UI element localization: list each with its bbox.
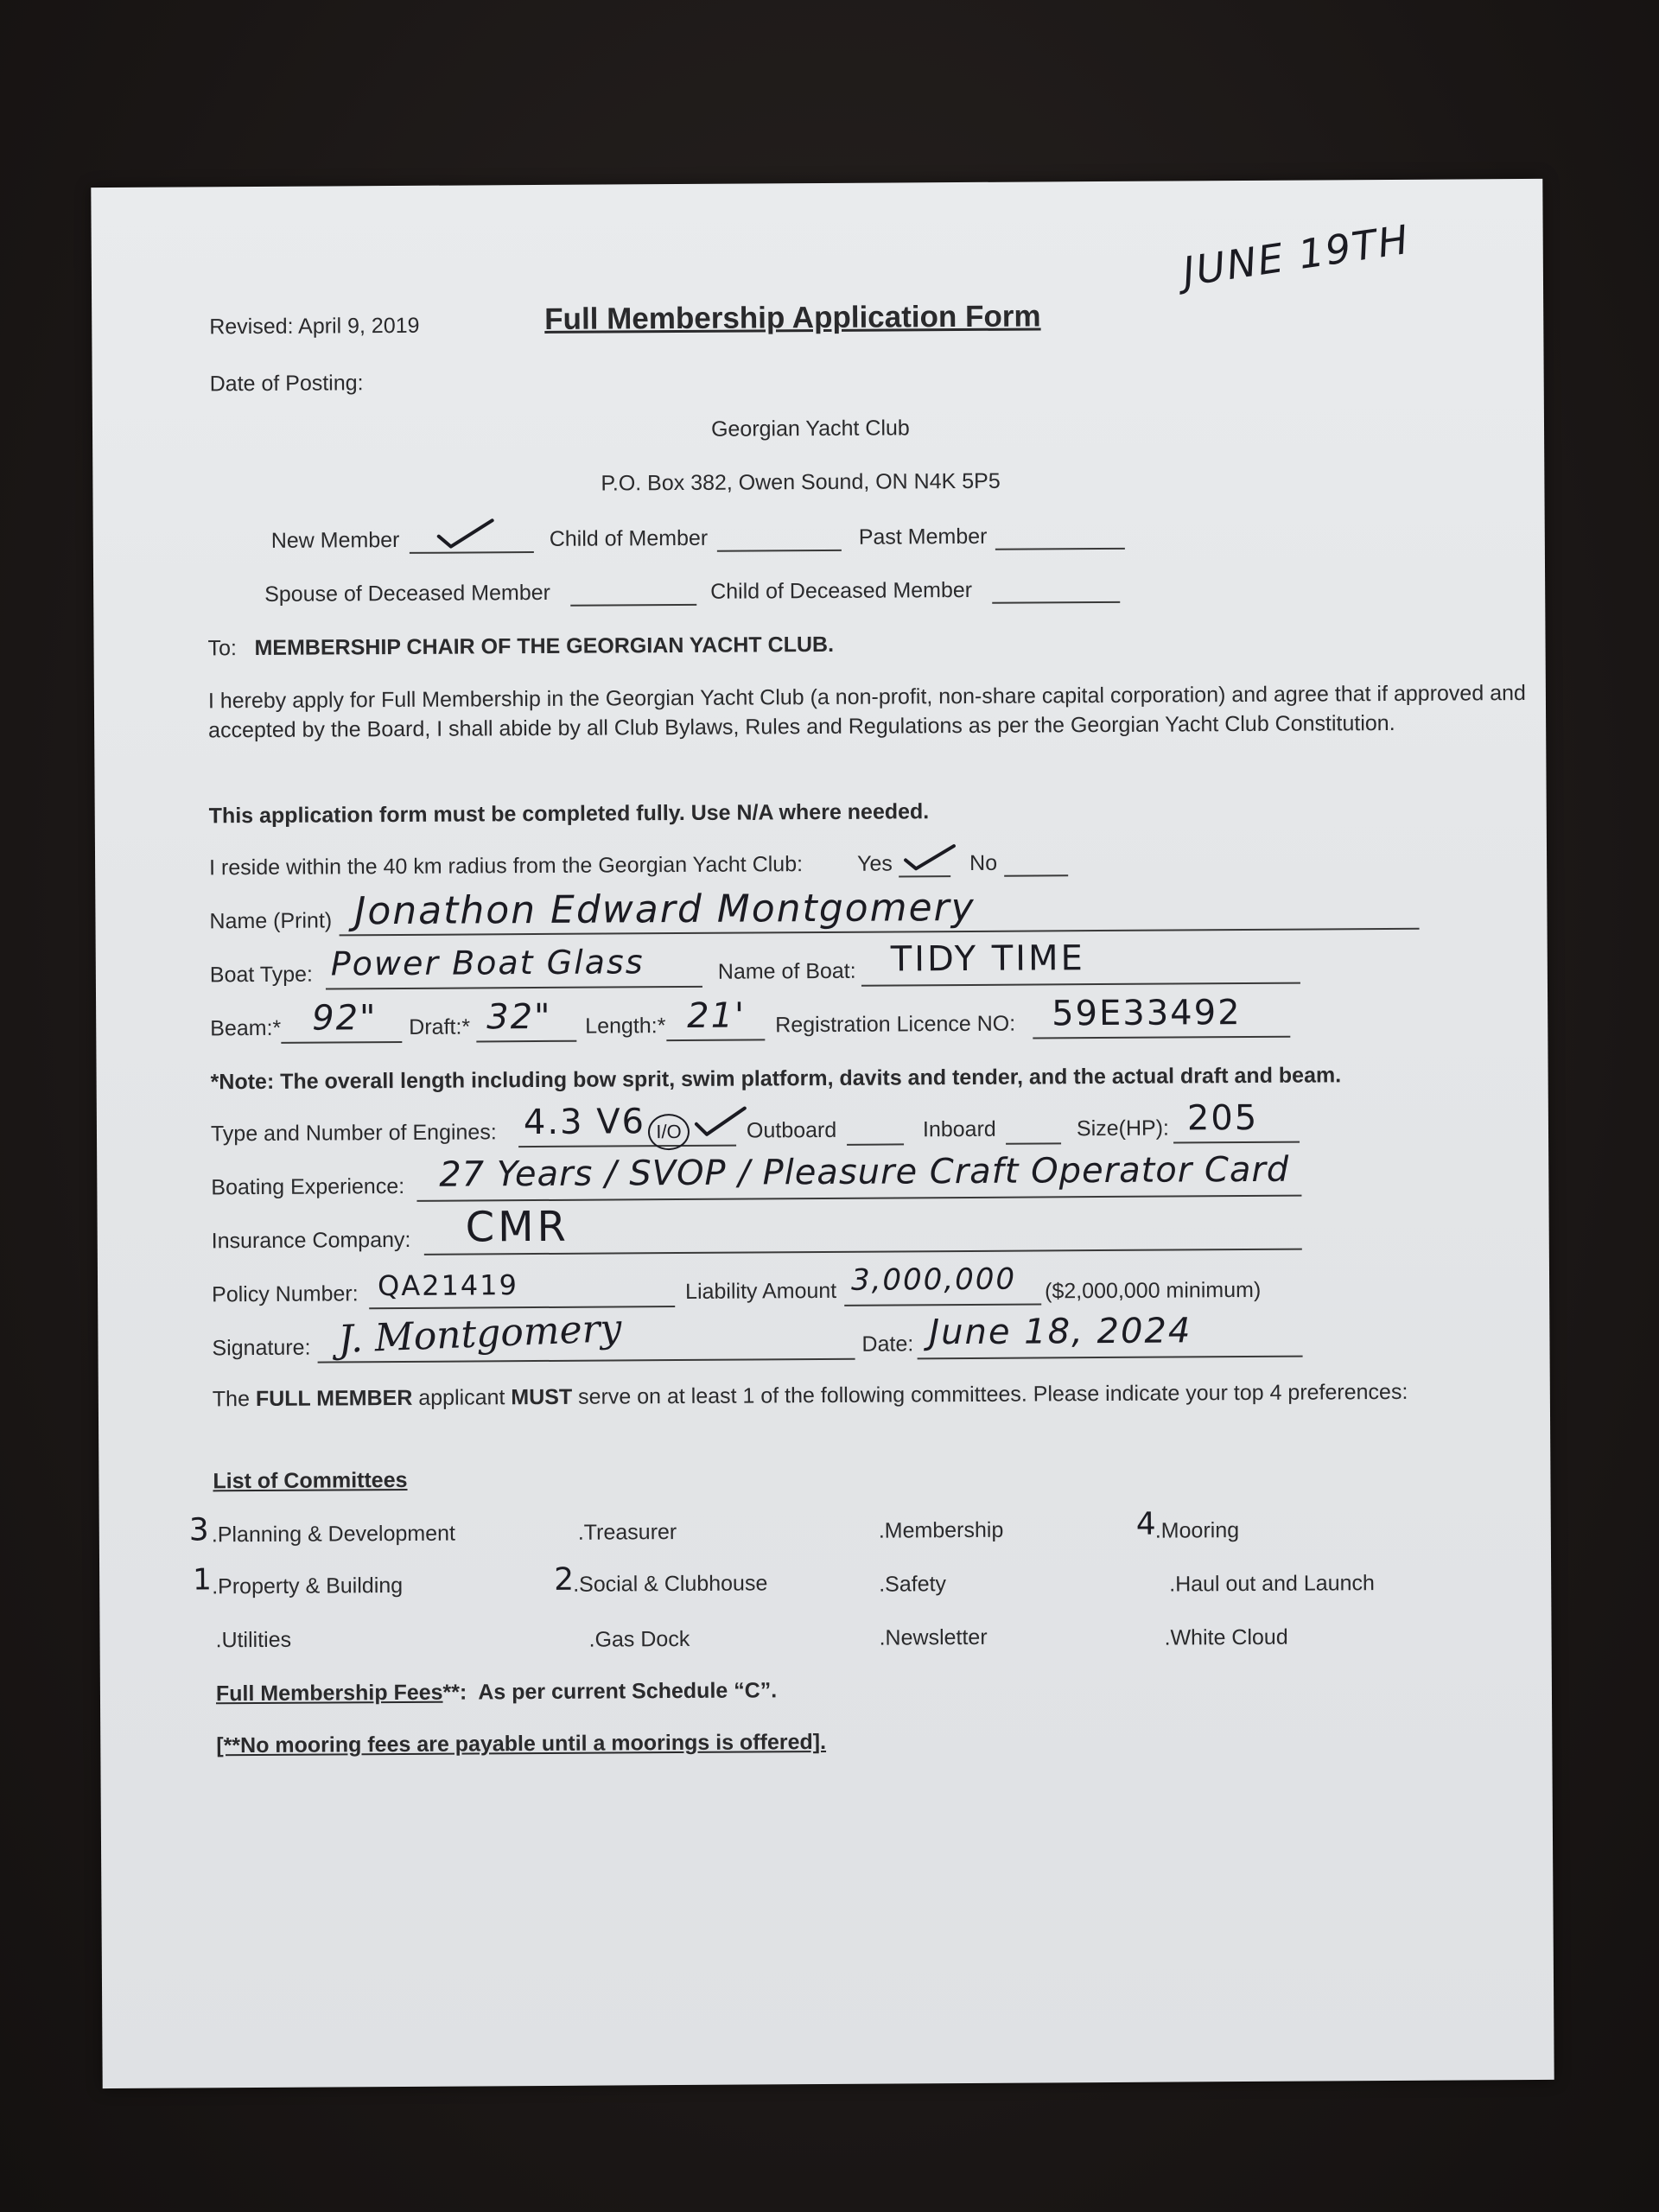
form-title: Full Membership Application Form (544, 299, 1041, 336)
length-label: Length:* (585, 1014, 666, 1039)
policy-input[interactable]: QA21419 (377, 1268, 519, 1303)
registration-input[interactable]: 59E33492 (1052, 993, 1242, 1034)
boat-name-label: Name of Boat: (717, 958, 856, 984)
intro-paragraph: I hereby apply for Full Membership in the Georgian Yacht Club (a non-profit, non-share capital corporation) and agree that if approved and accepted by the Board, I shall abide by all Club Bylaws, Rules and Regulations as per the Georgian Yacht Club Constitution. (207, 681, 1526, 743)
committee-membership: .Membership (878, 1517, 1004, 1543)
insurance-input[interactable]: CMR (465, 1202, 570, 1252)
club-name: Georgian Yacht Club (710, 416, 910, 442)
date-line (918, 1356, 1303, 1360)
name-input[interactable]: Jonathon Edward Montgomery (354, 885, 976, 934)
date-label: Date: (861, 1332, 914, 1357)
committee-safety: .Safety (879, 1572, 947, 1597)
past-member-label: Past Member (858, 524, 988, 550)
completion-note: This application form must be completed fully. Use N/A where needed. (208, 799, 930, 829)
experience-input[interactable]: 27 Years / SVOP / Pleasure Craft Operator Card (439, 1149, 1290, 1195)
child-of-member-label: Child of Member (549, 525, 709, 551)
draft-input[interactable]: 32" (486, 996, 552, 1038)
name-label: Name (Print) (209, 908, 333, 934)
liability-label: Liability Amount (685, 1278, 837, 1304)
boat-type-line (326, 986, 702, 990)
inboard-label: Inboard (922, 1116, 996, 1142)
residence-yes-line[interactable] (899, 875, 950, 877)
date-of-posting-label: Date of Posting: (209, 371, 364, 397)
residence-yes-label: Yes (857, 851, 893, 876)
date-input[interactable]: June 18, 2024 (929, 1311, 1192, 1353)
insurance-label: Insurance Company: (211, 1227, 411, 1254)
beam-line (281, 1041, 402, 1044)
boat-type-input[interactable]: Power Boat Glass (330, 943, 645, 983)
fees-line: Full Membership Fees**: As per current Schedule “C”. (215, 1678, 778, 1707)
experience-line (416, 1195, 1301, 1202)
new-member-label: New Member (270, 527, 400, 553)
committees-heading: List of Committees (213, 1467, 408, 1494)
liability-input[interactable]: 3,000,000 (850, 1262, 1017, 1298)
committee-planning: .Planning & Development (211, 1521, 456, 1548)
child-deceased-line[interactable] (992, 601, 1120, 604)
io-checkmark (693, 1105, 748, 1140)
draft-line (476, 1040, 576, 1043)
to-recipient: MEMBERSHIP CHAIR OF THE GEORGIAN YACHT CLUB. (254, 632, 835, 661)
policy-line (369, 1306, 675, 1309)
committee-rank-property[interactable]: 1 (193, 1562, 213, 1598)
policy-label: Policy Number: (212, 1281, 359, 1307)
beam-input[interactable]: 92" (312, 998, 378, 1039)
boat-name-input[interactable]: TIDY TIME (890, 938, 1085, 980)
committee-rank-planning[interactable]: 3 (188, 1512, 211, 1548)
boat-type-label: Boat Type: (209, 962, 314, 988)
registration-line (1033, 1036, 1290, 1039)
committee-instruction: The FULL MEMBER applicant MUST serve on at least 1 of the following committees. Please indicate your top 4 preferences: (212, 1379, 1408, 1412)
boat-name-line (861, 982, 1300, 987)
residence-no-label: No (969, 850, 998, 875)
length-line (666, 1039, 765, 1041)
to-prefix: To: (207, 636, 237, 661)
past-member-line[interactable] (995, 548, 1125, 550)
committee-social: .Social & Clubhouse (573, 1571, 768, 1597)
committee-treasurer: .Treasurer (577, 1520, 677, 1545)
liability-minimum: ($2,000,000 minimum) (1045, 1277, 1262, 1304)
signature-input[interactable]: J. Montgomery (337, 1306, 623, 1363)
club-address: P.O. Box 382, Owen Sound, ON N4K 5P5 (601, 468, 1001, 496)
mooring-fees-note: [**No mooring fees are payable until a moorings is offered]. (216, 1729, 827, 1758)
committee-rank-mooring[interactable]: 4 (1135, 1506, 1158, 1542)
handwritten-date: JUNE 19TH (1179, 215, 1413, 296)
committee-white-cloud: .White Cloud (1164, 1624, 1288, 1650)
liability-line (844, 1303, 1041, 1306)
residence-question: I reside within the 40 km radius from the Georgian Yacht Club: (209, 852, 804, 880)
committee-newsletter: .Newsletter (879, 1624, 988, 1650)
length-input[interactable]: 21' (687, 995, 747, 1036)
registration-label: Registration Licence NO: (775, 1011, 1016, 1038)
engines-line (518, 1145, 736, 1148)
application-form-sheet (91, 179, 1554, 2088)
spouse-deceased-line[interactable] (570, 604, 696, 607)
committee-property: .Property & Building (212, 1573, 404, 1599)
spouse-deceased-label: Spouse of Deceased Member (264, 580, 551, 607)
revised-date: Revised: April 9, 2019 (209, 313, 420, 340)
new-member-checkmark (435, 517, 496, 551)
committee-mooring: .Mooring (1154, 1518, 1240, 1543)
child-of-member-line[interactable] (717, 550, 842, 552)
engine-io-circled: I/O (648, 1114, 690, 1150)
size-line (1173, 1141, 1300, 1144)
size-input[interactable]: 205 (1186, 1097, 1259, 1139)
committee-utilities: .Utilities (215, 1627, 292, 1653)
experience-label: Boating Experience: (211, 1173, 405, 1200)
outboard-label: Outboard (746, 1117, 837, 1143)
residence-no-line[interactable] (1004, 874, 1068, 876)
residence-yes-checkmark (902, 842, 957, 874)
engines-label: Type and Number of Engines: (210, 1120, 497, 1147)
committee-gas-dock: .Gas Dock (588, 1626, 690, 1652)
committee-haul-out: .Haul out and Launch (1169, 1571, 1375, 1597)
dimensions-note: *Note: The overall length including bow sprit, swim platform, davits and tender, and the actual draft and beam. (210, 1063, 1342, 1095)
outboard-line[interactable] (847, 1143, 904, 1145)
committee-rank-social[interactable]: 2 (554, 1561, 576, 1598)
inboard-line[interactable] (1006, 1142, 1061, 1144)
size-label: Size(HP): (1076, 1116, 1170, 1141)
child-deceased-label: Child of Deceased Member (710, 577, 973, 604)
draft-label: Draft:* (409, 1014, 471, 1039)
engines-input[interactable]: 4.3 V6 (523, 1102, 646, 1143)
signature-label: Signature: (212, 1335, 311, 1361)
beam-label: Beam:* (210, 1015, 282, 1041)
